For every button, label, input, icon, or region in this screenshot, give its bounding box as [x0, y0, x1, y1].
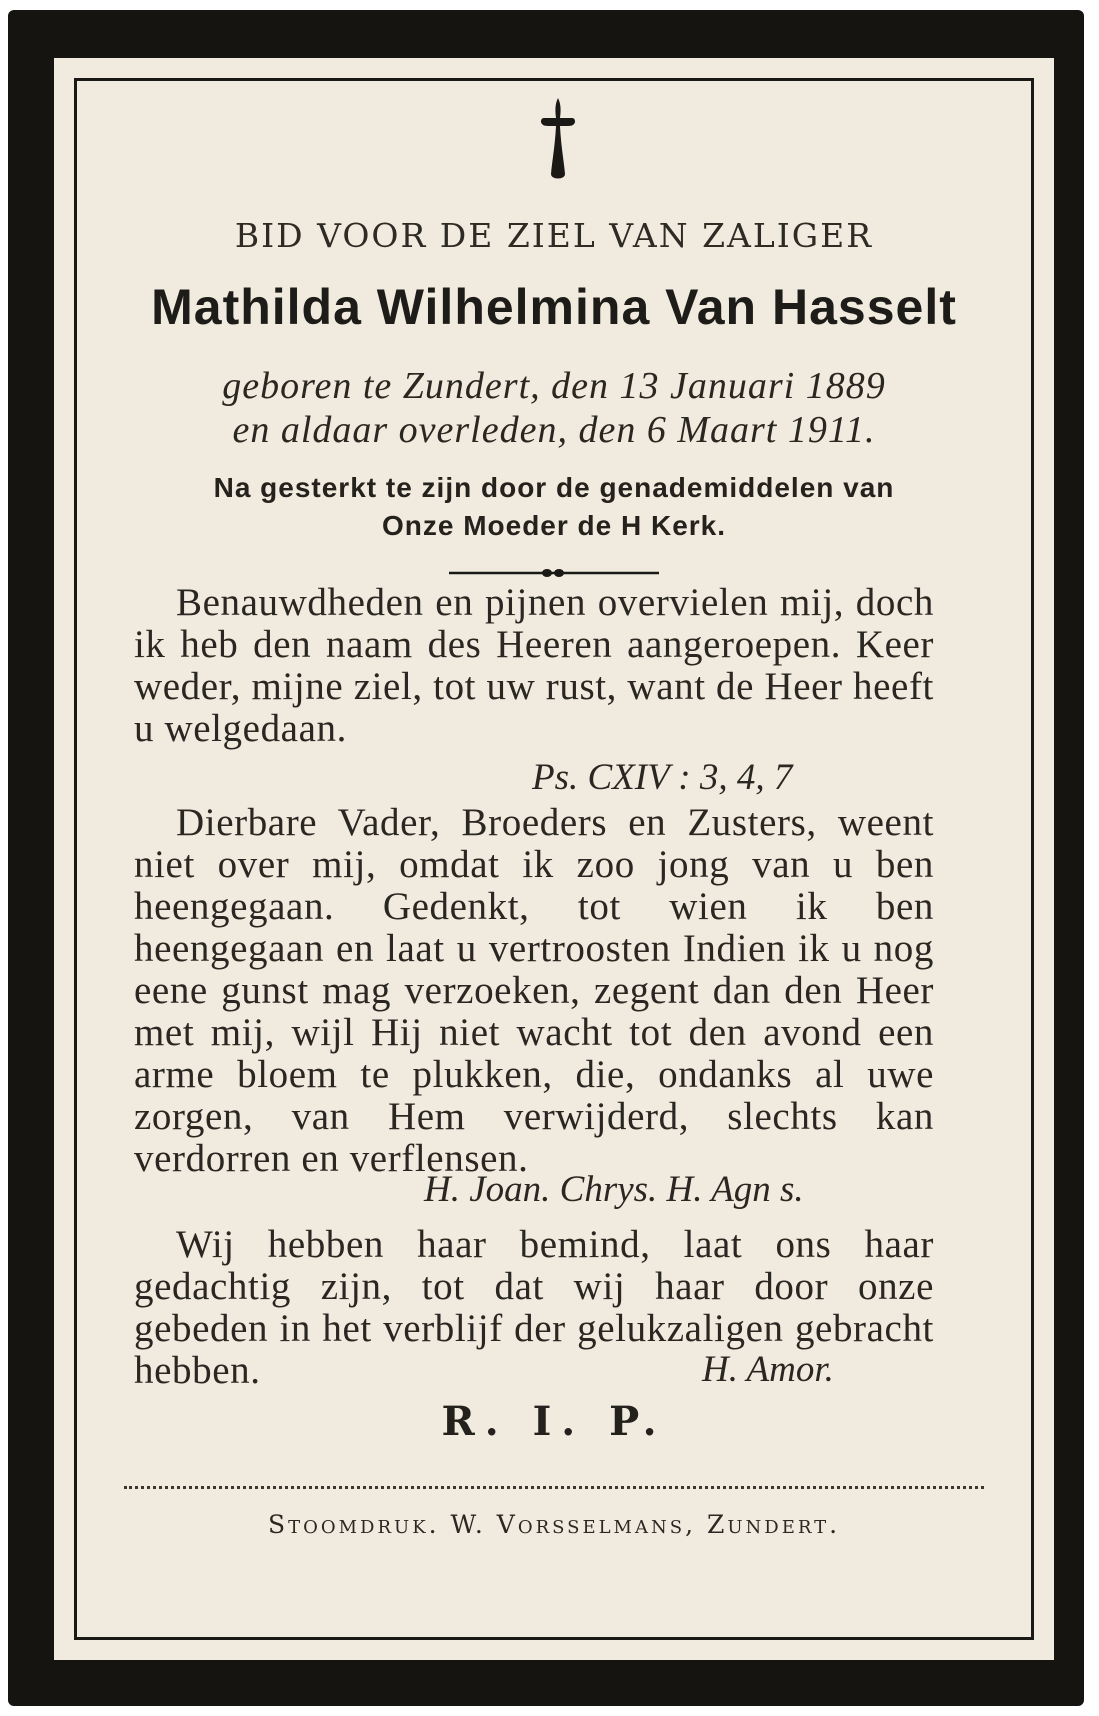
deceased-name: Mathilda Wilhelmina Van Hasselt — [151, 279, 957, 335]
farewell-source: H. Joan. Chrys. H. Agn s. — [424, 1169, 804, 1210]
printer-credit: Stoomdruk. W. Vorsselmans, Zundert. — [267, 1510, 841, 1539]
divider-ornament-icon — [449, 566, 659, 580]
birth-line: geboren te Zundert, den 13 Januari 1889 — [222, 365, 886, 407]
remembrance-source: H. Amor. — [702, 1349, 834, 1390]
farewell-text: Dierbare Vader, Broeders en Zusters, weent niet over mij, omdat ik zoo jong van u ben heengegaan. Gedenkt, tot wien ik ben heengegaan en laat u vertroosten Indien ik u nog eene gunst mag verzoeken, zegent dan den Heer met mij, wijl Hij niet wacht tot den avond een arme bloem te plukken, die, ondanks al uwe zorgen, van Hem verwijderd, slechts kan verdorren en verflensen. — [134, 801, 934, 1180]
dotted-divider — [124, 1486, 984, 1489]
psalm-text: Benauwdheden en pijnen overvielen mij, doch ik heb den naam des Heeren aangeroepen. Keer weder, mijne ziel, tot uw rust, want de Heer heeft u welgedaan. — [134, 581, 934, 750]
psalm-source: Ps. CXIV : 3, 4, 7 — [532, 757, 793, 798]
rip-closing: R. I. P. — [441, 1398, 667, 1445]
sacraments-line-1: Na gesterkt te zijn door de genademiddelen van — [213, 472, 895, 503]
death-line: en aldaar overleden, den 6 Maart 1911. — [232, 409, 876, 451]
sacraments-line-2: Onze Moeder de H Kerk. — [381, 510, 727, 541]
prayer-heading: BID VOOR DE ZIEL VAN ZALIGER — [234, 216, 874, 255]
latin-cross-icon — [538, 96, 578, 184]
card-paper — [54, 58, 1054, 1660]
remembrance-text: Wij hebben haar bemind, laat ons haar gedachtig zijn, tot dat wij haar door onze gebeden in het verblijf der gelukzaligen gebracht hebben. — [134, 1223, 934, 1392]
memorial-card — [8, 10, 1084, 1706]
